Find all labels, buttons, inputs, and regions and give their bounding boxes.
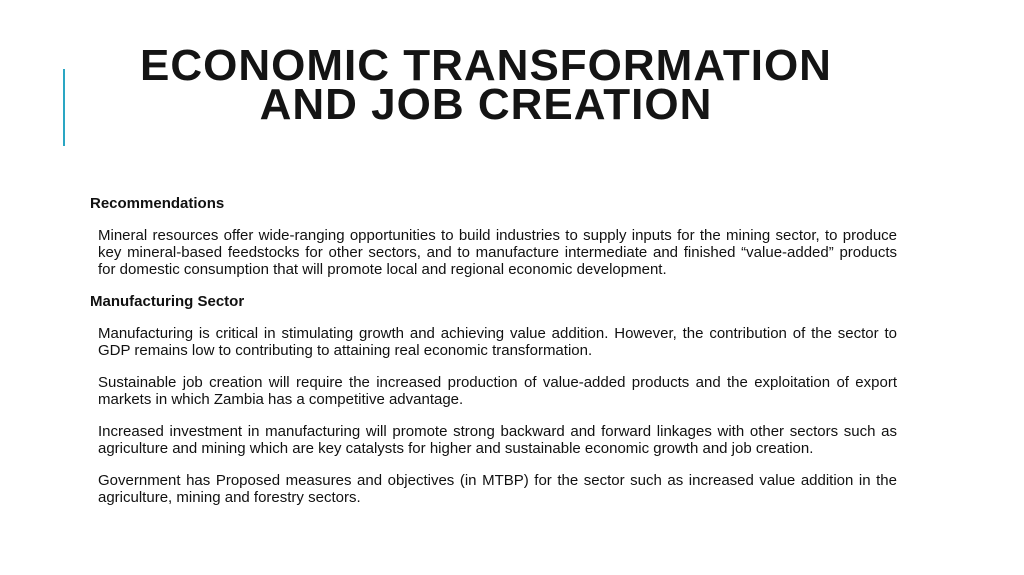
manufacturing-paragraph-3: Increased investment in manufacturing will promote strong backward and forward linkages with other sectors such as agriculture and mining which are key catalysts for higher and sustainable economic growth and job creation. [98, 423, 897, 457]
recommendations-paragraph: Mineral resources offer wide-ranging opportunities to build industries to supply inputs for the mining sector, to produce key mineral-based feedstocks for other sectors, and to manufacture intermediate and finished “value-added” products for domestic consumption that will promote local and regional economic development. [98, 227, 897, 278]
section-heading-recommendations: Recommendations [90, 195, 225, 212]
section-heading-manufacturing: Manufacturing Sector [90, 293, 245, 310]
manufacturing-paragraph-4: Government has Proposed measures and objectives (in MTBP) for the sector such as increased value addition in the agriculture, mining and forestry sectors. [98, 472, 897, 506]
slide-body [90, 195, 897, 521]
manufacturing-paragraph-2: Sustainable job creation will require the increased production of value-added products and the exploitation of export markets in which Zambia has a competitive advantage. [98, 374, 897, 408]
title-accent-bar [63, 69, 65, 146]
manufacturing-paragraph-1: Manufacturing is critical in stimulating growth and achieving value addition. However, the contribution of the sector to GDP remains low to contributing to attaining real economic transformation. [98, 325, 897, 359]
slide-title: ECONOMIC TRANSFORMATION AND JOB CREATION [140, 41, 832, 129]
